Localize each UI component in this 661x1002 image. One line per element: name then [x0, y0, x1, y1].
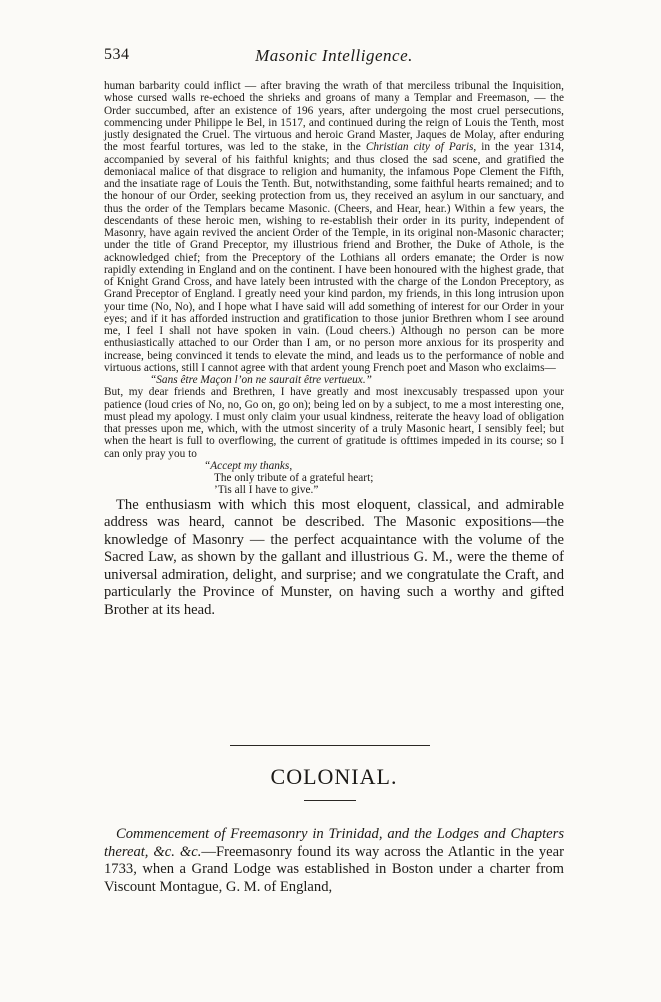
page-number: 534 — [104, 46, 130, 63]
speech-column — [104, 80, 564, 620]
running-title: Masonic Intelligence. — [255, 46, 413, 65]
speech-paragraph — [104, 80, 564, 374]
colonial-section — [104, 826, 564, 896]
french-quote: “Sans être Maçon l’on ne saurait être vertueux.” — [150, 374, 372, 386]
verse-line-2: The only tribute of a grateful heart; — [214, 472, 374, 484]
speech-closing-paragraph: But, my dear friends and Brethren, I have greatly and most inexcusably trespassed upon your patience (loud cries of No, no, Go on, go on); being led on by a subject, to me a most interesting one, must plead my apology. I must only claim your usual kindness, reiterate the heavy load of obligation that presses upon me, which, with the utmost sincerity of a truly Masonic heart, I sensibly feel; but when the heart is full to overflowing, the current of gratitude is ofttimes impeded in its course; so I can only pray you to — [104, 386, 564, 460]
colonial-lead-text: —Freemasonry found its way across the Atlantic in the year 1733, when a Grand Lodge was established in Boston under a charter from Viscount Montague, G. M. of England, — [104, 843, 564, 895]
page-header — [104, 46, 564, 66]
section-heading: COLONIAL. — [270, 764, 398, 789]
speech-italic-phrase: Christian city of Paris — [365, 141, 474, 154]
section-divider-short — [304, 800, 356, 801]
section-divider-long — [230, 745, 430, 746]
report-paragraph: The enthusiasm with which this most eloquent, classical, and admirable address was heard, cannot be described. The Masonic expositions—the knowledge of Masonry — the perfect acquaintance with the volume of the Sacred Law, as shown by the gallant and illustrious G. M., were the theme of universal admiration, delight, and surprise; and we congratulate the Craft, and particularly the Province of Munster, on having such a worthy and gifted Brother at its head. — [104, 496, 564, 619]
speech-text-part1: human barbarity could inflict — after braving the wrath of that merciless tribunal the Inquisition, whose cursed walls re-echoed the shrieks and groans of many a Templar and Freemason, — the Order succumbed, after an existence of 196 years, after undergoing the most cruel persecutions, commencing under Philippe le Bel, in 1517, and continued during the reign of Louis the Tenth, most justly designated the Cruel. The virtuous and heroic Grand Master, Jaques de Molay, after enduring the most fearful tortures, was led to the stake, in the — [104, 80, 564, 154]
colonial-paragraph — [104, 826, 564, 896]
verse-line-3: ’Tis all I have to give.” — [214, 484, 319, 497]
speech-text-part2: , in the year 1314, accompanied by several of his faithful knights; and thus closed the sad scene, and gratified the demoniacal malice of that disgrace to religion and humanity, the infamous Pope Clement the Fifth, and the insatiate rage of Louis the Tenth. But, notwithstanding, some faithful hearts remained; and to the honour of our Order, seeking protection from us, they received an asylum in our sanctuary, and thus the order of the Templars became Masonic. (Cheers, and Hear, hear.) Within a few years, the descendants of these heroic men, wishing to re-establish their order in its purity, independent of Masonry, have again revived the ancient Order of the Temple, in its original non-Masonic character; under the title of Grand Preceptor, my illustrious friend and Brother, the Duke of Athole, is the acknowledged chief; from the Preceptory of the Lothians all orders emanate; the Order is now rapidly extending in England and on the continent. I have been honoured with the highest grade, that of Knight Grand Cross, and have lately been intrusted with the charge of the London Preceptory, as Grand Preceptor of England. I greatly need your kind pardon, my friends, in this long intrusion upon your time (No, No), and I hope what I have said will add something of interest for our Order in your eyes; and if it has afforded instruction and gratification to those junior Brethren whom I see around me, I feel I shall not have spoken in vain. (Loud cheers.) Although no person can be more enthusiastically attached to our Order than I am, or no person more anxious for its prosperity and increase, being convinced it tends to elevate the mind, and leads us to the performance of noble and virtuous actions, still I cannot agree with that ardent young French poet and Mason who exclaims— — [104, 141, 564, 374]
verse-line-1: “Accept my thanks, — [204, 459, 293, 472]
colonial-lead-italic: Commencement of Freemasonry in Trinidad, and the Lodges and Chapters thereat, &c. &c. — [104, 826, 564, 860]
